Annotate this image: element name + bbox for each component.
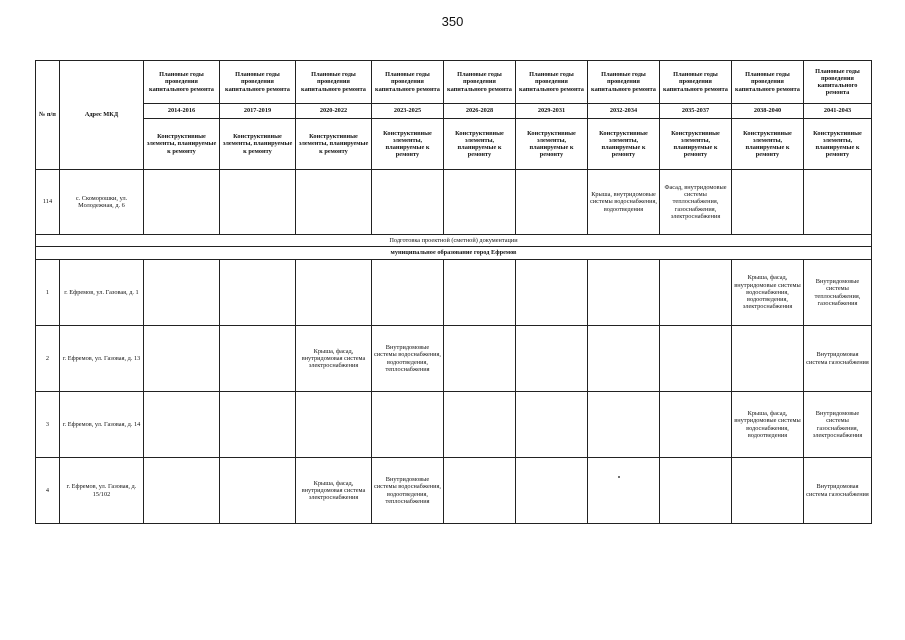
repair-schedule-table (35, 60, 872, 524)
header-row-elements (36, 119, 872, 170)
table-cell: Внутридомовые системы газоснабжения, электроснабжения (804, 392, 872, 458)
row-address: с. Скоморошки, ул. Молодежная, д. 6 (60, 170, 144, 235)
period-years: 2026-2028 (444, 104, 516, 119)
table-cell (732, 170, 804, 235)
table-cell (660, 392, 732, 458)
table-cell (588, 458, 660, 524)
table-cell: Внутридомовые системы водоснабжения, водоотведения, теплоснабжения (372, 458, 444, 524)
table-cell (220, 326, 296, 392)
period-title: Плановые годы проведения капитального ремонта (444, 61, 516, 104)
page-number: 350 (441, 14, 464, 29)
table-cell: Крыша, фасад, внутридомовая система электроснабжения (296, 458, 372, 524)
period-years: 2017-2019 (220, 104, 296, 119)
row-address: г. Ефремов, ул. Газовая, д. 14 (60, 392, 144, 458)
table-row (36, 260, 872, 326)
table-cell: Внутридомовая система газоснабжения (804, 326, 872, 392)
table-cell (144, 458, 220, 524)
table-cell (516, 458, 588, 524)
table-row (36, 458, 872, 524)
table-cell (804, 170, 872, 235)
table-cell (588, 392, 660, 458)
table-cell (144, 170, 220, 235)
period-title: Плановые годы проведения капитального ремонта (296, 61, 372, 104)
header-row-titles (36, 61, 872, 104)
table-cell (372, 170, 444, 235)
table-row (36, 170, 872, 235)
period-title: Плановые годы проведения капитального ремонта (660, 61, 732, 104)
table-cell (372, 392, 444, 458)
table-cell (588, 326, 660, 392)
table-cell (144, 326, 220, 392)
table-cell (444, 458, 516, 524)
element-label: Конструктивные элементы, планируемые к ремонту (516, 119, 588, 170)
header-row-periods (36, 104, 872, 119)
period-years: 2020-2022 (296, 104, 372, 119)
table-cell (516, 260, 588, 326)
table-cell (144, 392, 220, 458)
table-cell (732, 326, 804, 392)
scan-speck (618, 476, 620, 478)
table-cell (444, 326, 516, 392)
row-address: г. Ефремов, ул. Газовая, д. 13 (60, 326, 144, 392)
row-number: 2 (36, 326, 60, 392)
table-row (36, 392, 872, 458)
period-title: Плановые годы проведения капитального ремонта (372, 61, 444, 104)
section-title: муниципальное образование город Ефремов (36, 247, 872, 260)
element-label: Конструктивные элементы, планируемые к ремонту (220, 119, 296, 170)
table-cell (220, 260, 296, 326)
table-cell (220, 458, 296, 524)
element-label: Конструктивные элементы, планируемые к ремонту (444, 119, 516, 170)
period-title: Плановые годы проведения капитального ремонта (804, 61, 872, 104)
element-label: Конструктивные элементы, планируемые к ремонту (296, 119, 372, 170)
table-cell (660, 458, 732, 524)
period-years: 2038-2040 (732, 104, 804, 119)
table-cell (144, 260, 220, 326)
table-cell: Крыша, фасад, внутридомовая система электроснабжения (296, 326, 372, 392)
row-number: 4 (36, 458, 60, 524)
period-title: Плановые годы проведения капитального ремонта (144, 61, 220, 104)
table-cell (516, 170, 588, 235)
table-cell: Крыша, фасад, внутридомовые системы водоснабжения, водоотведения (732, 392, 804, 458)
table-cell (220, 392, 296, 458)
table-cell (372, 260, 444, 326)
period-years: 2032-2034 (588, 104, 660, 119)
table-cell (588, 260, 660, 326)
col-header-num: № п/п (36, 61, 60, 170)
table-cell (516, 326, 588, 392)
period-title: Плановые годы проведения капитального ремонта (516, 61, 588, 104)
table-cell (444, 170, 516, 235)
table-cell: Внутридомовые системы водоснабжения, водоотведения, теплоснабжения (372, 326, 444, 392)
table-cell (516, 392, 588, 458)
table-cell (296, 170, 372, 235)
element-label: Конструктивные элементы, планируемые к ремонту (372, 119, 444, 170)
section-note: Подготовка проектной (сметной) документации (36, 235, 872, 247)
period-title: Плановые годы проведения капитального ремонта (732, 61, 804, 104)
period-title: Плановые годы проведения капитального ремонта (220, 61, 296, 104)
table-cell (660, 326, 732, 392)
period-years: 2023-2025 (372, 104, 444, 119)
table-cell (444, 392, 516, 458)
table-cell: Крыша, фасад, внутридомовые системы водоснабжения, водоотведения, электроснабжения (732, 260, 804, 326)
period-years: 2041-2043 (804, 104, 872, 119)
row-address: г. Ефремов, ул. Газовая, д. 1 (60, 260, 144, 326)
table-cell (296, 392, 372, 458)
period-years: 2035-2037 (660, 104, 732, 119)
element-label: Конструктивные элементы, планируемые к ремонту (660, 119, 732, 170)
period-title: Плановые годы проведения капитального ремонта (588, 61, 660, 104)
element-label: Конструктивные элементы, планируемые к ремонту (804, 119, 872, 170)
table-cell (296, 260, 372, 326)
period-years: 2029-2031 (516, 104, 588, 119)
section-title-row (36, 247, 872, 260)
row-number: 114 (36, 170, 60, 235)
row-number: 1 (36, 260, 60, 326)
element-label: Конструктивные элементы, планируемые к ремонту (144, 119, 220, 170)
table-cell (444, 260, 516, 326)
row-number: 3 (36, 392, 60, 458)
table-cell: Внутридомовая система газоснабжения (804, 458, 872, 524)
table-cell (220, 170, 296, 235)
table-cell: Фасад, внутридомовые системы теплоснабжения, газоснабжения, электроснабжения (660, 170, 732, 235)
row-address: г. Ефремов, ул. Газовая, д. 15/102 (60, 458, 144, 524)
table-cell: Крыша, внутридомовые системы водоснабжения, водоотведения (588, 170, 660, 235)
element-label: Конструктивные элементы, планируемые к ремонту (588, 119, 660, 170)
period-years: 2014-2016 (144, 104, 220, 119)
element-label: Конструктивные элементы, планируемые к ремонту (732, 119, 804, 170)
section-note-row (36, 235, 872, 247)
col-header-address: Адрес МКД (60, 61, 144, 170)
table-row (36, 326, 872, 392)
table-cell: Внутридомовые системы теплоснабжения, газоснабжения (804, 260, 872, 326)
table-cell (660, 260, 732, 326)
table-cell (732, 458, 804, 524)
